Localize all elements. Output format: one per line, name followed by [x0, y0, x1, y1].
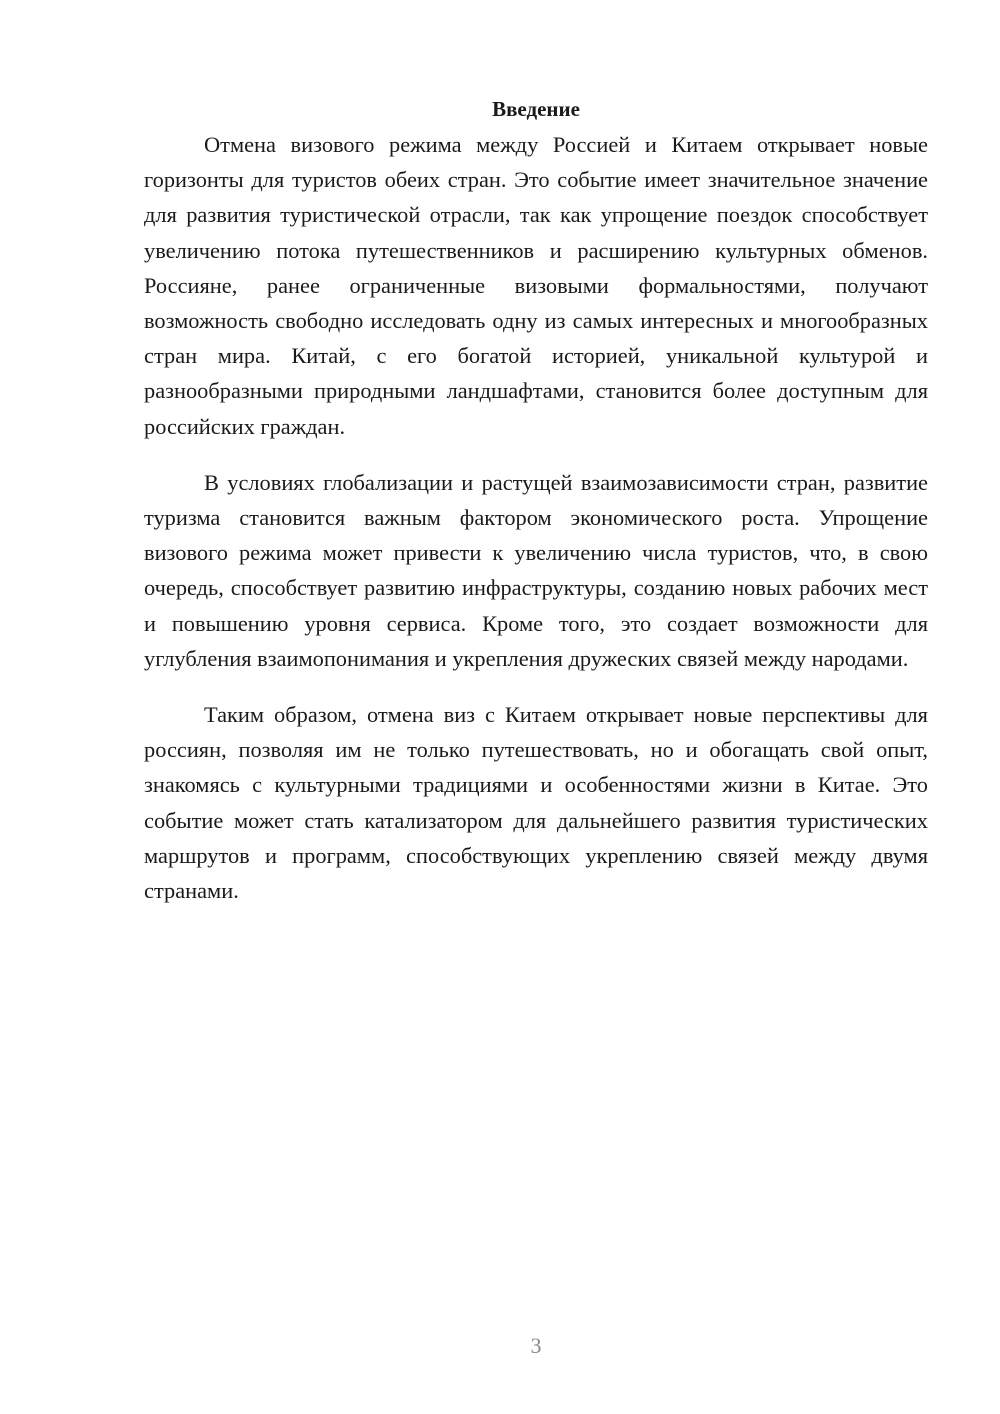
paragraph-3: Таким образом, отмена виз с Китаем открывает новые перспективы для россиян, позволяя им не только путешествовать, но и обогащать свой опыт, знакомясь с культурными традициями и особенностями жизни в Китае. Это событие может стать катализатором для дальнейшего развития туристических маршрутов и программ, способствующих укреплению связей между двумя странами. — [144, 702, 928, 904]
paragraph-1: Отмена визового режима между Россией и Китаем открывает новые горизонты для туристов обеих стран. Это событие имеет значительное значение для развития туристической отрасли, так как упрощение поездок способствует увеличению потока путешественников и расширению культурных обменов. Россияне, ранее ограниченные визовыми формальностями, получают возможность свободно исследовать одну из самых интересных и многообразных стран мира. Китай, с его богатой историей, уникальной культурой и разнообразными природными ландшафтами, становится более доступным для российских граждан. — [144, 132, 928, 439]
section-heading: Введение — [492, 97, 580, 121]
page-number: 3 — [530, 1333, 542, 1358]
document-body — [144, 92, 928, 908]
paragraph-2: В условиях глобализации и растущей взаимозависимости стран, развитие туризма становится важным фактором экономического роста. Упрощение визового режима может привести к увеличению числа туристов, что, в свою очередь, способствует развитию инфраструктуры, созданию новых рабочих мест и повышению уровня сервиса. Кроме того, это создает возможности для углубления взаимопонимания и укрепления дружеских связей между народами. — [144, 469, 928, 671]
